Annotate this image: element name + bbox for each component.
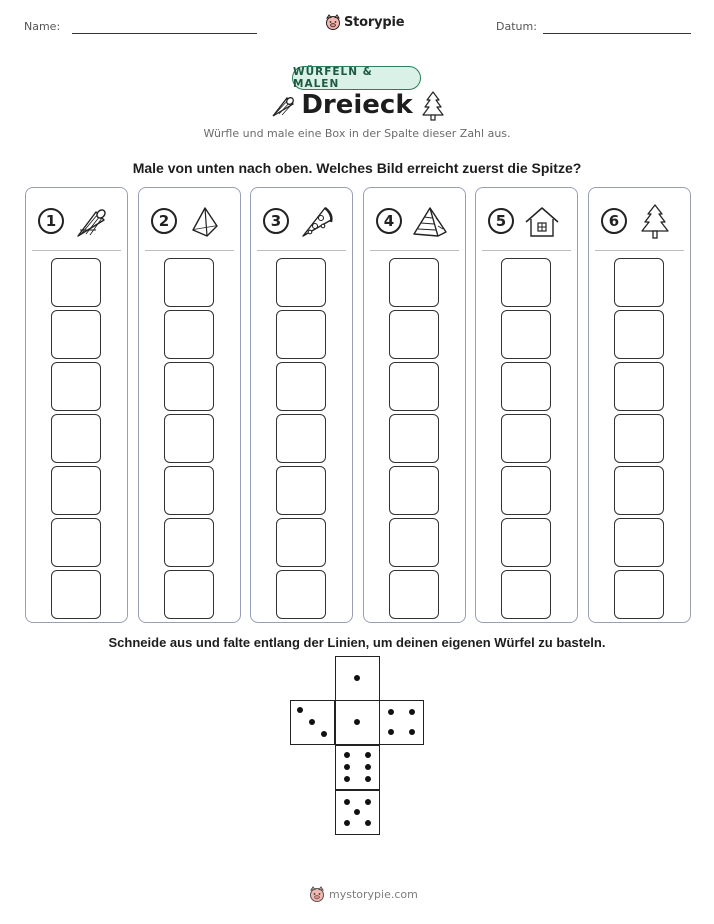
category-badge: WÜRFELN & MALEN [292,66,421,90]
color-box[interactable] [614,570,664,619]
dice-pip [365,752,371,758]
color-box[interactable] [389,570,439,619]
color-box[interactable] [164,518,214,567]
color-box[interactable] [501,258,551,307]
name-label: Name: [24,20,61,33]
dice-pip [344,799,350,805]
date-line[interactable] [543,33,691,34]
badminton-shuttlecock-icon [72,202,112,242]
dice-face [335,790,380,835]
column-header [149,202,229,242]
column-number: 2 [151,208,177,234]
color-box[interactable] [389,414,439,463]
instruction-bottom: Schneide aus und falte entlang der Linien, um deinen eigenen Würfel zu basteln. [108,635,606,650]
title-pine-tree-icon [420,90,446,122]
color-box[interactable] [164,466,214,515]
footer-pig-icon [309,885,325,903]
column-header [261,202,341,242]
column-5 [475,187,578,623]
dice-pip [409,729,415,735]
color-box[interactable] [164,570,214,619]
dice-face [335,745,380,790]
dice-pip [365,764,371,770]
dice-pip [354,719,360,725]
color-box[interactable] [164,362,214,411]
dice-pip [365,799,371,805]
color-box[interactable] [389,466,439,515]
color-box[interactable] [51,310,101,359]
column-number: 1 [38,208,64,234]
color-box[interactable] [614,518,664,567]
color-box[interactable] [614,362,664,411]
color-box[interactable] [501,310,551,359]
color-box[interactable] [276,518,326,567]
dice-pip [365,820,371,826]
column-divider [145,250,234,251]
column-3 [250,187,353,623]
column-divider [32,250,121,251]
brand-name: Storypie [344,14,405,30]
pine-tree-icon [635,202,675,242]
color-box[interactable] [51,258,101,307]
dice-pip [297,707,303,713]
color-box[interactable] [389,258,439,307]
column-header [36,202,116,242]
dice-pip [388,729,394,735]
column-divider [595,250,684,251]
color-box[interactable] [276,414,326,463]
color-box[interactable] [51,466,101,515]
footer-url[interactable]: mystorypie.com [329,887,418,901]
pig-mascot-icon [325,13,341,31]
dice-pip [344,764,350,770]
column-1 [25,187,128,623]
name-line[interactable] [72,33,257,34]
storypie-logo [325,13,404,31]
color-box[interactable] [501,466,551,515]
color-box[interactable] [501,414,551,463]
dice-pip [354,809,360,815]
color-box[interactable] [501,362,551,411]
footer [309,885,418,903]
title-shuttlecock-icon [267,92,297,122]
color-box[interactable] [501,570,551,619]
dice-face [290,700,335,745]
color-box[interactable] [276,258,326,307]
dice-pip [344,820,350,826]
dice-pip [321,731,327,737]
dice-pip [388,709,394,715]
color-box[interactable] [276,310,326,359]
color-box[interactable] [614,310,664,359]
color-box[interactable] [164,310,214,359]
pyramid-icon [410,202,450,242]
color-box[interactable] [614,258,664,307]
subtitle: Würfle und male eine Box in der Spalte dieser Zahl aus. [203,127,511,140]
column-4 [363,187,466,623]
column-number: 5 [488,208,514,234]
color-box[interactable] [614,414,664,463]
page-title: Dreieck [301,90,413,120]
instruction-top: Male von unten nach oben. Welches Bild erreicht zuerst die Spitze? [132,160,582,176]
color-box[interactable] [51,518,101,567]
color-box[interactable] [389,518,439,567]
column-header [599,202,679,242]
color-box[interactable] [51,570,101,619]
dice-pip [344,752,350,758]
folded-napkin-icon [185,202,225,242]
color-box[interactable] [164,414,214,463]
color-box[interactable] [389,362,439,411]
dice-pip [344,776,350,782]
color-box[interactable] [389,310,439,359]
color-box[interactable] [276,466,326,515]
color-box[interactable] [51,362,101,411]
house-icon [522,202,562,242]
dice-face [335,656,380,701]
color-box[interactable] [614,466,664,515]
color-box[interactable] [276,570,326,619]
dice-face [335,700,380,745]
dice-pip [365,776,371,782]
color-box[interactable] [51,414,101,463]
color-box[interactable] [164,258,214,307]
dice-pip [309,719,315,725]
column-2 [138,187,241,623]
column-number: 6 [601,208,627,234]
column-divider [370,250,459,251]
date-label: Datum: [496,20,537,33]
dice-pip [409,709,415,715]
pizza-slice-icon [297,202,337,242]
column-header [374,202,454,242]
column-divider [482,250,571,251]
column-number: 3 [263,208,289,234]
column-header [486,202,566,242]
color-box[interactable] [501,518,551,567]
column-number: 4 [376,208,402,234]
column-divider [257,250,346,251]
dice-pip [354,675,360,681]
color-box[interactable] [276,362,326,411]
column-6 [588,187,691,623]
dice-face [379,700,424,745]
